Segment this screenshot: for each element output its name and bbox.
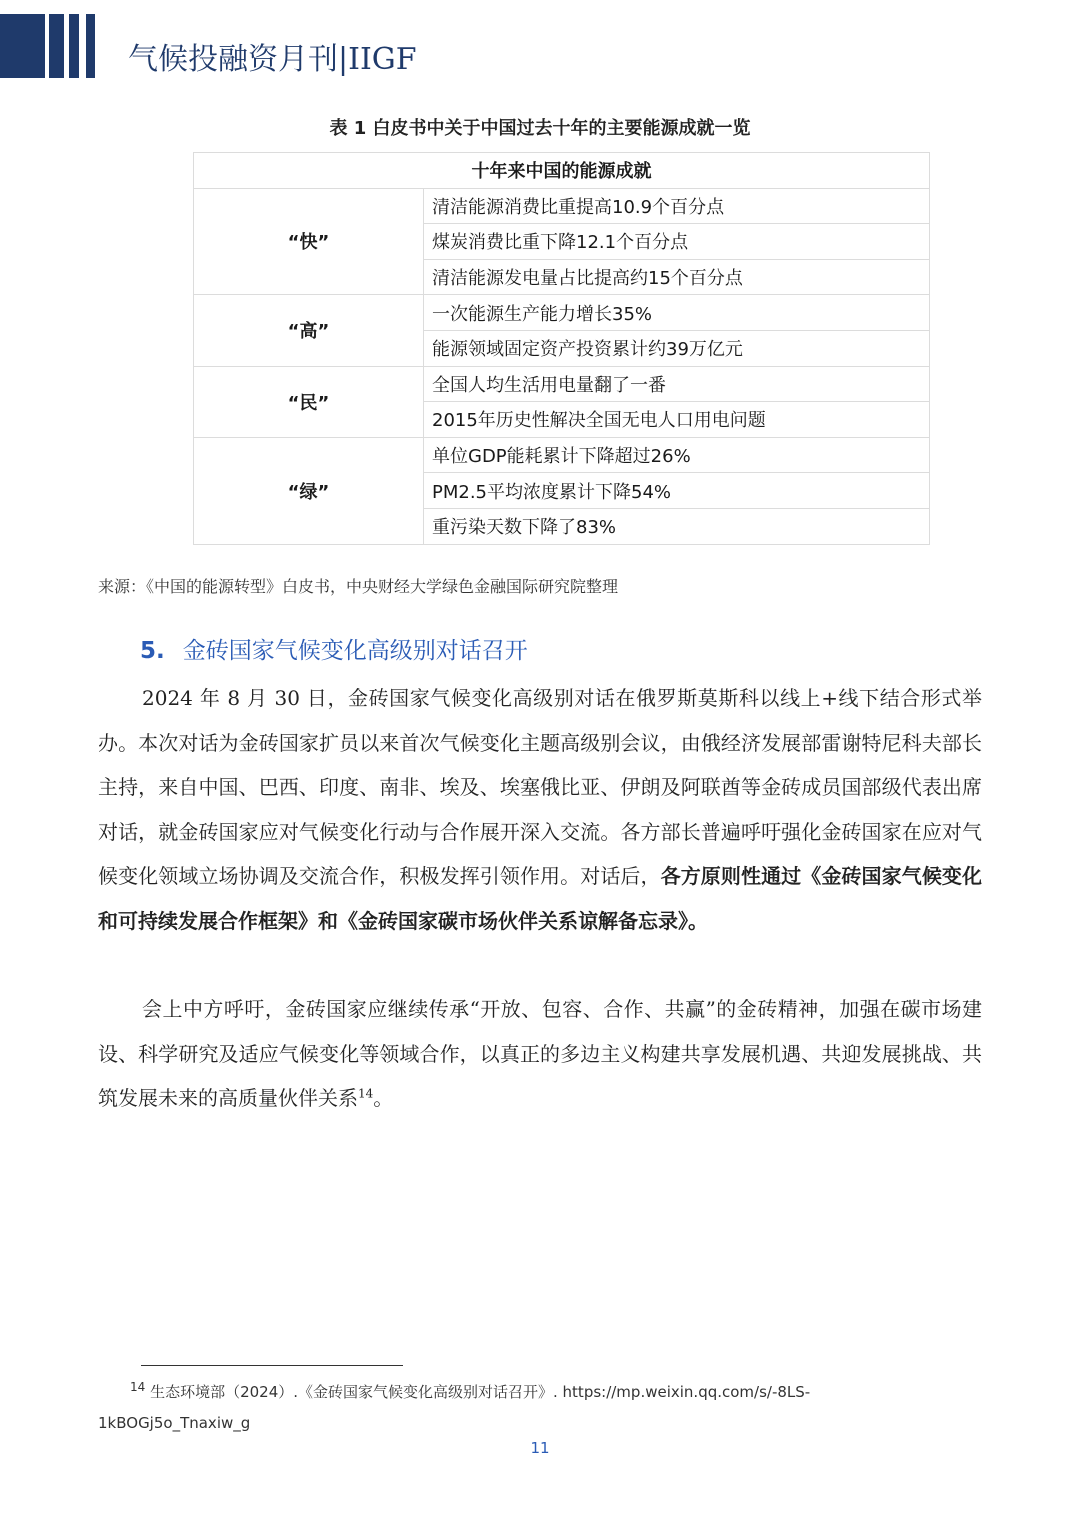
energy-achievements-table [193,152,930,545]
footnote-line [98,1377,858,1408]
table-caption: 表 1 白皮书中关于中国过去十年的主要能源成就一览 [329,118,751,139]
category-cell: “民” [194,366,424,437]
achievement-cell: 清洁能源消费比重提高10.9个百分点 [424,188,930,224]
table-row [194,295,930,331]
category-cell: “快” [194,188,424,295]
paragraph-text: 会上中方呼吁，金砖国家应继续传承“开放、包容、合作、共赢”的金砖精神，加强在碳市场建设、科学研究及适应气候变化等领域合作，以真正的多边主义构建共享发展机遇、共迎发展挑战、共筑发展未来的高质量伙伴关系 [98,997,982,1110]
publication-title: 气候投融资月刊|IIGF [128,42,417,77]
table-heading: 十年来中国的能源成就 [194,153,930,189]
section-title: 金砖国家气候变化高级别对话召开 [182,638,528,664]
logo-bar [69,14,79,78]
achievement-cell: 全国人均生活用电量翻了一番 [424,366,930,402]
table-row [194,366,930,402]
section-heading [140,632,528,665]
achievement-cell: 一次能源生产能力增长35% [424,295,930,331]
logo-bar [49,14,64,78]
body-paragraph [98,987,982,1121]
achievement-cell: 煤炭消费比重下降12.1个百分点 [424,224,930,260]
paragraph-end: 。 [373,1086,394,1110]
achievement-cell: 2015年历史性解决全国无电人口用电问题 [424,402,930,438]
page-number: 11 [530,1439,550,1457]
achievement-cell: 清洁能源发电量占比提高约15个百分点 [424,259,930,295]
footnote-divider [141,1365,403,1366]
footnote-marker: 14 [130,1380,146,1394]
achievement-cell: 能源领域固定资产投资累计约39万亿元 [424,330,930,366]
achievement-cell: PM2.5平均浓度累计下降54% [424,473,930,509]
category-cell: “高” [194,295,424,366]
footnote-line[interactable]: 1kBOGj5o_Tnaxiw_g [98,1414,251,1432]
paragraph-text: 2024 年 8 月 30 日，金砖国家气候变化高级别对话在俄罗斯莫斯科以线上+线下结合形式举办。本次对话为金砖国家扩员以来首次气候变化主题高级别会议，由俄经济发展部雷谢特尼科夫部长主持，来自中国、巴西、印度、南非、埃及、埃塞俄比亚、伊朗及阿联酋等金砖成员国部级代表出席对话，就金砖国家应对气候变化行动与合作展开深入交流。各方部长普遍呼吁强化金砖国家在应对气候变化领域立场协调及交流合作，积极发挥引领作用。对话后， [98,686,982,888]
logo-bar [0,14,45,78]
table-source-note: 来源：《中国的能源转型》白皮书，中央财经大学绿色金融国际研究院整理 [98,577,619,596]
footnote-text[interactable]: 生态环境部（2024）.《金砖国家气候变化高级别对话召开》. https://mp.weixin.qq.com/s/-8LS- [150,1383,811,1401]
logo-bar [86,14,95,78]
footnote [98,1377,858,1439]
section-number: 5. [140,638,165,664]
footnote-reference[interactable]: 14 [358,1086,374,1101]
table-row [194,437,930,473]
paragraph-bold-text: 各方原则性通过《金砖国家气候变化和可持续发展合作框架》和《金砖国家碳市场伙伴关系谅解备忘录》。 [98,864,983,933]
table-row [194,188,930,224]
category-cell: “绿” [194,437,424,544]
achievement-cell: 重污染天数下降了83% [424,508,930,544]
achievement-cell: 单位GDP能耗累计下降超过26% [424,437,930,473]
body-paragraph [98,676,982,943]
table-header-row [194,153,930,189]
